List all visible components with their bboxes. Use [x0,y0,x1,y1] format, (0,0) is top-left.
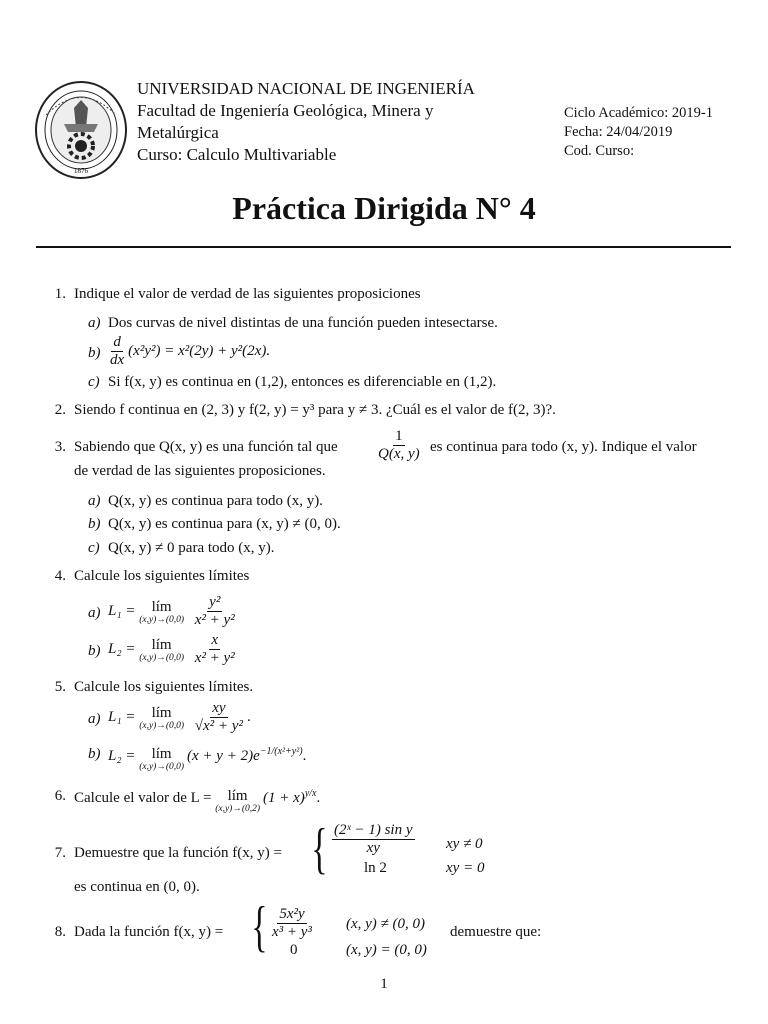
q4-b-den: x² + y² [194,650,235,666]
q5-b-label: b) [88,746,101,762]
q4-a-lhs: L₁ = [108,603,136,619]
q6-text: Calcule el valor de L = [74,790,212,806]
q3-number: 3. [54,439,66,455]
q1-c-text: Si f(x, y) es continua en (1,2), entonces es diferenciable en (1,2). [108,374,497,390]
q6-lim: lím [227,788,248,804]
q8-text-post: demuestre que: [450,924,542,940]
university-name: UNIVERSIDAD NACIONAL DE INGENIERÍA [137,79,475,98]
q3-frac-num: 1 [395,428,403,444]
q6-number: 6. [54,788,66,804]
q3-frac-den: Q(x, y) [378,446,420,462]
q7-text: Demuestre que la función f(x, y) = [74,845,282,861]
q4-b-lhs: L₂ = [108,641,136,657]
q6-expr [74,788,320,814]
q7-case2-val: ln 2 [364,860,387,876]
q7-case1-frac [332,822,415,857]
q8-case1 [268,906,316,941]
q6-end: . [316,790,321,806]
q3-b-label: b) [88,516,101,532]
q4-b-expr [108,632,239,667]
q5-a-sub: (x,y)→(0,0) [139,720,185,731]
q5-a-num: xy [212,700,226,716]
q4-b-limit [139,637,184,663]
q1-a-label: a) [88,315,101,331]
page-number: 1 [380,976,388,992]
course-name: Curso: Calculo Multivariable [137,145,337,164]
q5-a-limit [139,705,184,731]
q1-b-num: d [113,334,121,350]
q5-a-end: . [246,709,251,725]
q1-b-den: dx [110,352,125,368]
q3-a-text: Q(x, y) es continua para todo (x, y). [108,493,323,509]
q8-case1-frac [270,906,314,941]
q1-a-text: Dos curvas de nivel distintas de una función pueden intesectarse. [108,315,498,331]
header-institution [137,78,475,166]
q3-fraction [374,428,424,463]
q4-a-den: x² + y² [194,612,235,628]
q7-text-line2: es continua en (0, 0). [74,879,200,895]
q8-case1-den: x³ + y³ [272,924,312,940]
q8-case2-cond: (x, y) = (0, 0) [346,942,427,958]
q7-case1-den: xy [366,840,380,856]
q8-brace: { [251,896,268,958]
q1-c-label: c) [88,374,100,390]
q7-case1 [330,822,417,857]
q5-b-limit [139,746,184,772]
q4-a-num: y² [209,594,221,610]
q1-b-expr [106,334,270,369]
q5-a-lhs: L₁ = [108,709,136,725]
q6-limit [215,788,260,814]
q3-frac [376,428,422,463]
q4-a-expr [108,594,239,629]
q6-sub: (x,y)→(0,2) [215,804,261,814]
q5-b-end: . [302,748,307,764]
q1-b-rest: (x²y²) = x²(2y) + y²(2x). [128,342,271,359]
q8-case2-val: 0 [290,942,298,958]
q4-a-sub: (x,y)→(0,0) [139,614,185,625]
q3-text-pre: Sabiendo que Q(x, y) es una función tal que [74,439,338,455]
q4-text: Calcule los siguientes límites [74,568,250,584]
logo-year-text: 1876 [74,167,88,175]
faculty-line-1: Facultad de Ingeniería Geológica, Minera y [137,101,434,120]
q5-text: Calcule los siguientes límites. [74,679,254,695]
header-meta [564,104,713,161]
q3-c-label: c) [88,540,100,556]
q2-number: 2. [54,402,66,418]
q5-b-main: (x + y + 2)e [187,748,260,764]
q1-number: 1. [54,286,66,302]
q7-case1-cond: xy ≠ 0 [446,836,483,852]
q5-b-exp: −1/(x²+y²) [259,746,303,757]
q8-number: 8. [54,924,66,940]
date: Fecha: 24/04/2019 [564,124,673,140]
q3-c-text: Q(x, y) ≠ 0 para todo (x, y). [108,540,275,556]
q4-a-frac [193,594,237,629]
q2-text: Siendo f continua en (2, 3) y f(2, y) = y³ para y ≠ 3. ¿Cuál es el valor de f(2, 3)?. [74,402,556,418]
q5-b-sub: (x,y)→(0,0) [139,762,185,772]
q7-brace: { [311,818,328,880]
q5-a-expr [108,700,251,735]
q8-case1-cond: (x, y) ≠ (0, 0) [346,916,426,932]
q4-b-num: x [211,632,219,648]
university-seal-logo [34,80,128,180]
q7-number: 7. [54,845,66,861]
q5-a-den: √x² + y² [194,718,243,734]
q8-case1-num: 5x²y [279,906,305,922]
q5-b-lim: lím [151,746,172,762]
q1-b-derivative [108,334,126,369]
q5-number: 5. [54,679,66,695]
q7-case1-num: (2ˣ − 1) sin y [334,822,413,838]
q4-b-label: b) [88,643,101,659]
q4-a-lim: lím [151,598,172,615]
q5-b-lhs: L₂ = [108,748,136,764]
q7-case2-cond: xy = 0 [446,860,485,876]
q1-text: Indique el valor de verdad de las siguientes proposiciones [74,286,421,302]
q3-text-line2: de verdad de las siguientes proposiciones. [74,463,326,479]
q4-a-label: a) [88,605,101,621]
q5-b-expr [108,746,306,772]
q1-b-label: b) [88,345,101,361]
course-code: Cod. Curso: [564,143,635,159]
q5-a-label: a) [88,711,101,727]
q4-a-limit [139,599,184,625]
q5-a-lim: lím [151,704,172,721]
title-divider [36,246,731,248]
q3-a-label: a) [88,493,101,509]
q4-number: 4. [54,568,66,584]
q4-b-sub: (x,y)→(0,0) [139,652,185,663]
q3-text-post: es continua para todo (x, y). Indique el valor [430,439,697,455]
page-title: Práctica Dirigida N° 4 [232,190,536,226]
q6-exp: y/x [304,788,317,799]
academic-cycle: Ciclo Académico: 2019-1 [564,105,713,121]
q5-a-frac [193,700,245,735]
q4-b-lim: lím [151,636,172,653]
q3-b-text: Q(x, y) es continua para (x, y) ≠ (0, 0). [108,516,341,532]
q6-main: (1 + x) [263,790,305,806]
faculty-line-2: Metalúrgica [137,123,219,142]
q8-text: Dada la función f(x, y) = [74,924,224,940]
q4-b-frac [193,632,237,667]
